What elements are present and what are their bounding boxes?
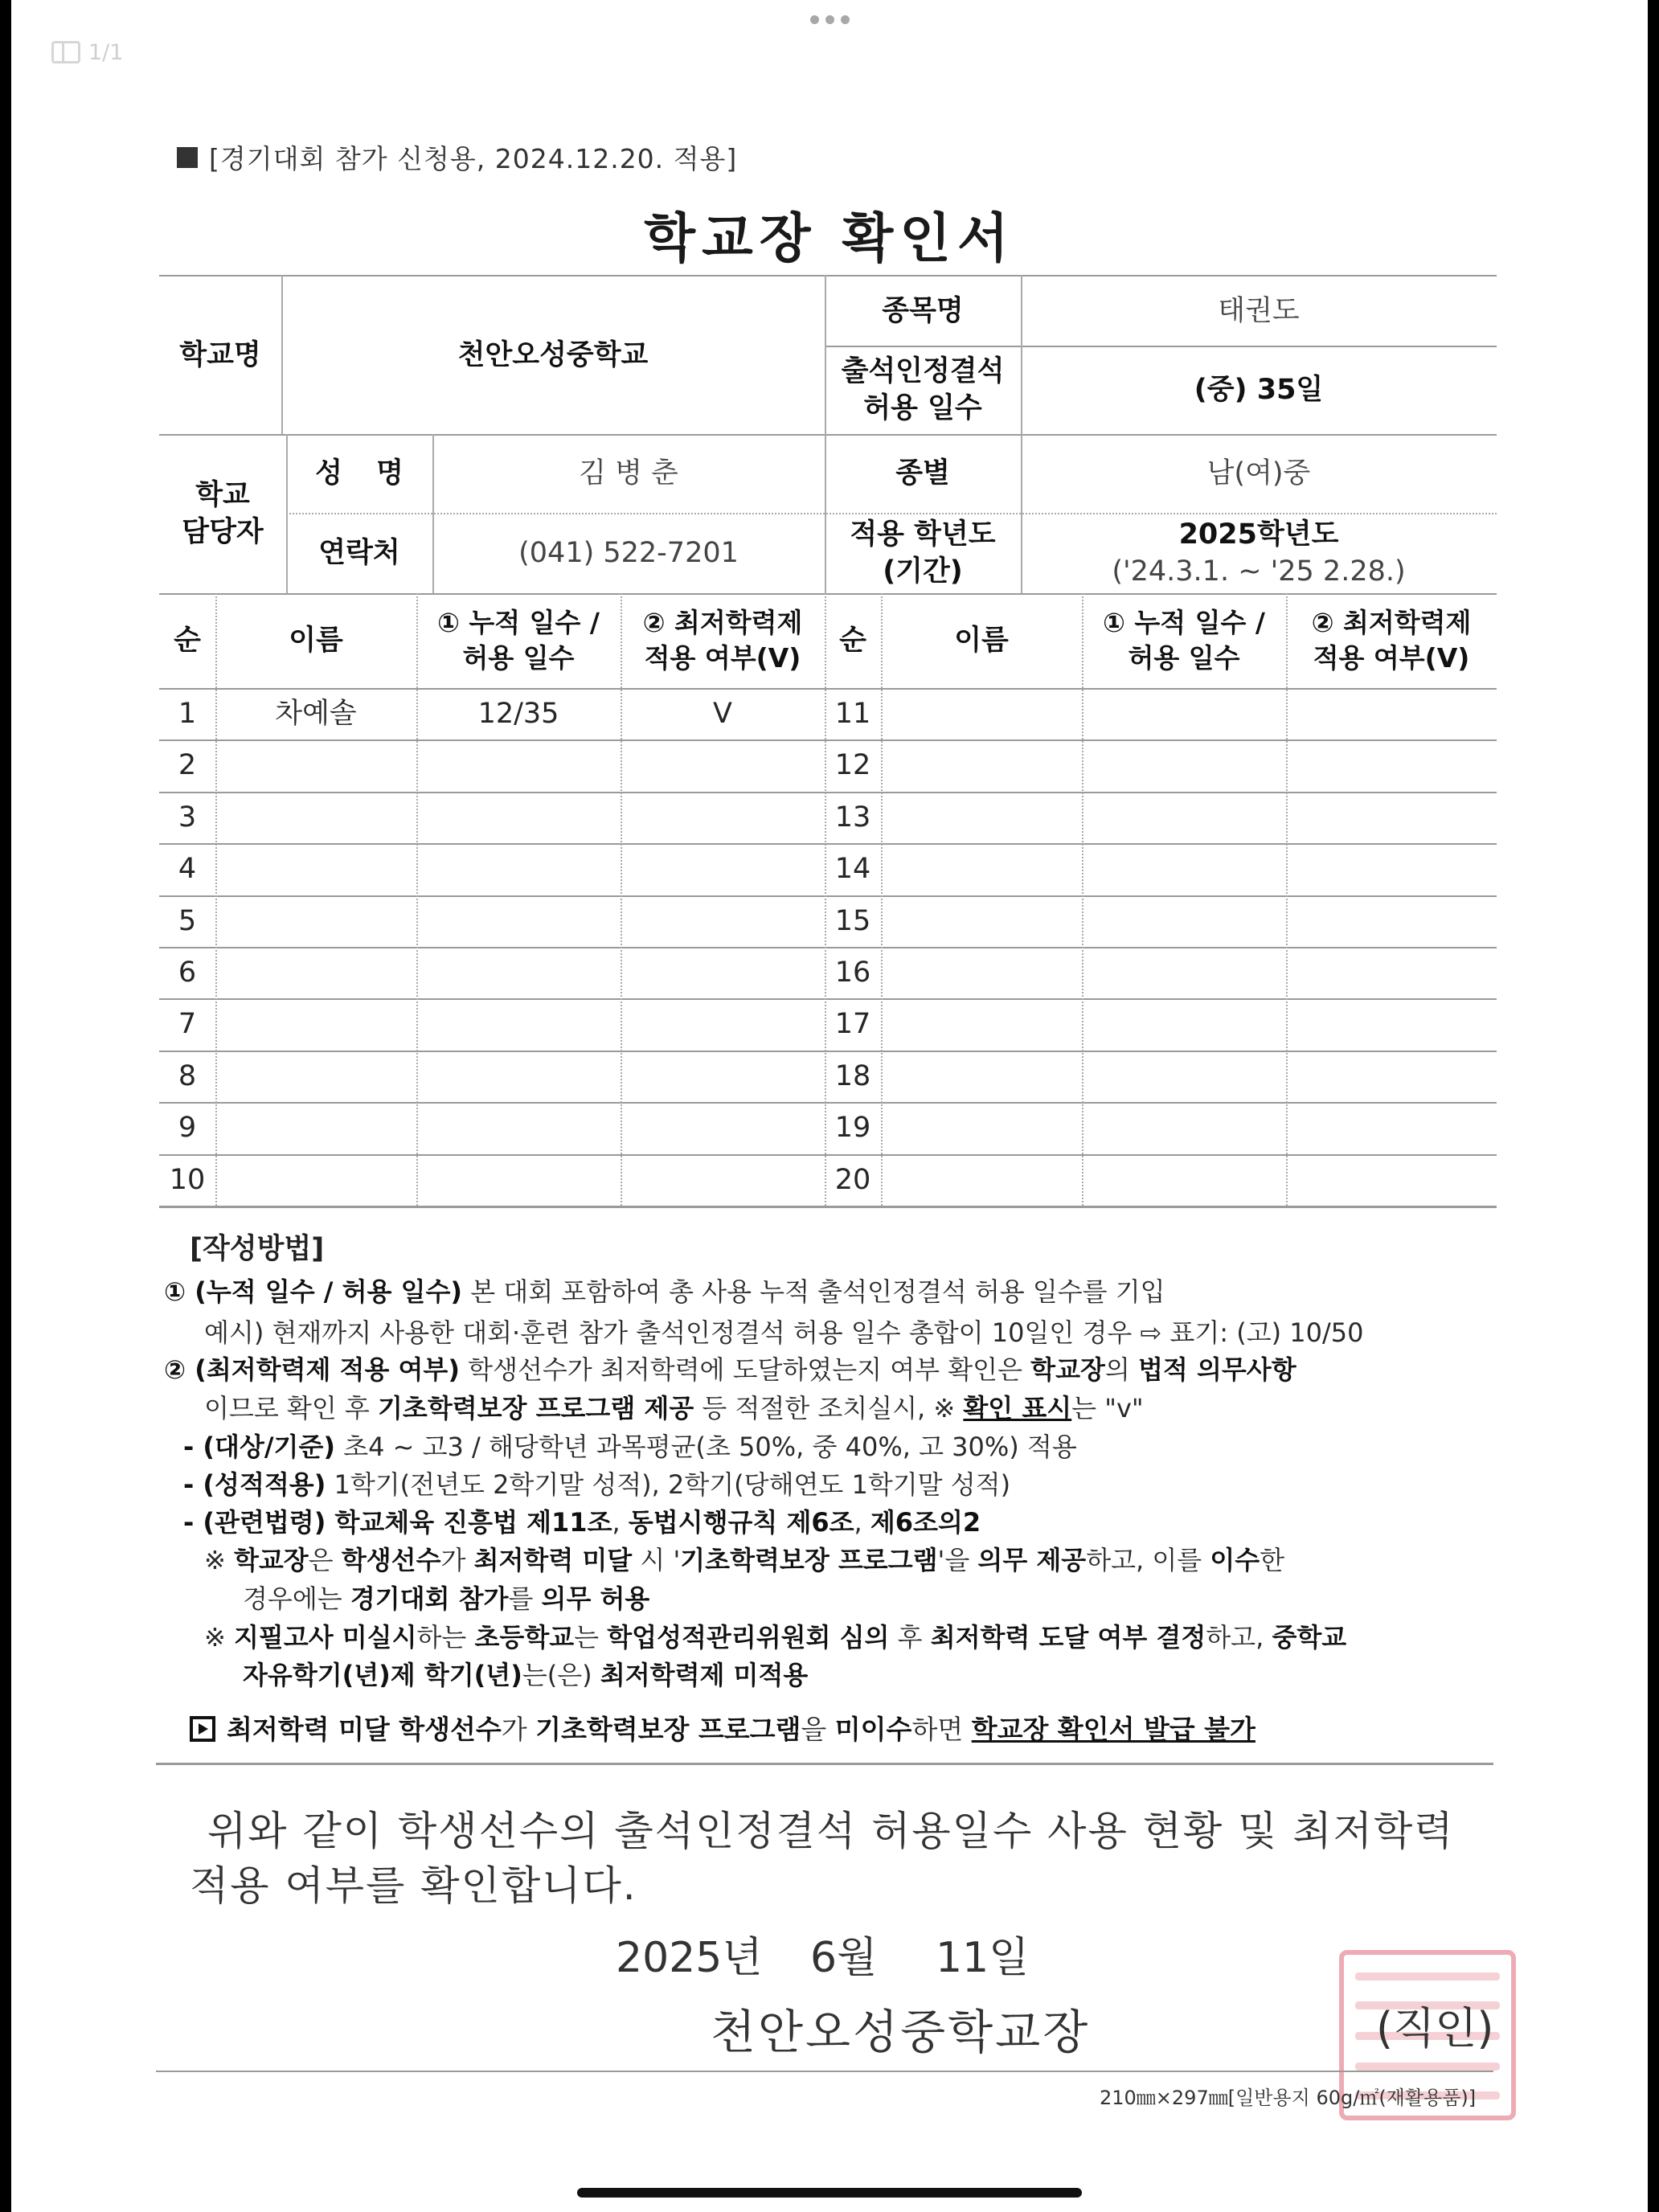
instruction-bold: 의무 허용 [541, 1583, 650, 1614]
row-number: 1 [178, 698, 197, 731]
instruction-line [204, 1543, 1284, 1577]
instruction-line [164, 1353, 1296, 1387]
row-number: 18 [834, 1059, 871, 1092]
header-name-left: 이름 [289, 624, 343, 657]
absence-days [416, 1102, 621, 1153]
absence-days [1082, 1051, 1286, 1102]
absence-days-value: (중) 35일 [1194, 373, 1324, 406]
absence-days-label [830, 350, 1016, 429]
absence-days [416, 895, 621, 947]
instruction-bold: 최저학력 미달 학생선수 [227, 1714, 502, 1745]
instruction-line [204, 1620, 1346, 1654]
student-name [215, 1051, 416, 1102]
min-level-check [621, 1154, 825, 1206]
table-divider [1021, 275, 1022, 593]
school-year: 2025학년도 [1178, 518, 1339, 551]
name-value: 김 병 춘 [579, 457, 678, 490]
instruction-bold: 기초학력보장 프로그램 [535, 1714, 801, 1745]
min-level-check [621, 998, 825, 1050]
sport-label: 종목명 [882, 294, 964, 327]
school-name: 천안오성중학교 [457, 338, 649, 371]
instruction-bold: 기초학력보장 프로그램 [680, 1545, 938, 1575]
instruction-bold: - (대상/기준) [183, 1432, 336, 1462]
instruction-bold [963, 1393, 1071, 1423]
absence-days [1082, 1154, 1286, 1206]
absence-days [416, 1051, 621, 1102]
min-level-check [621, 1051, 825, 1102]
instruction-underline: 학교장 확인서 발급 불가 [971, 1714, 1256, 1745]
principal-name: 천안오성중학교장 [711, 2005, 1091, 2059]
instruction-text: 를 [508, 1583, 542, 1614]
absence-days [1082, 895, 1286, 947]
row-number: 15 [834, 904, 871, 937]
min-level-check [1286, 947, 1497, 998]
absence-days [416, 947, 621, 998]
student-name [881, 1154, 1082, 1206]
min-level-check [621, 947, 825, 998]
paper-spec: 210㎜×297㎜[일반용지 60g/㎡(재활용품)] [1100, 2087, 1477, 2109]
student-name [215, 1102, 416, 1153]
student-name [215, 843, 416, 895]
instruction-text: 하고, [1206, 1622, 1272, 1653]
school-year-label [830, 518, 1016, 588]
document-page [11, 0, 1648, 2212]
instruction-text: 후 [889, 1622, 931, 1653]
header-text: ② 최저학력제 [642, 607, 803, 639]
bottom-rule [156, 2071, 1493, 2072]
instruction-bold: 제6조의2 [870, 1507, 981, 1538]
row-number: 8 [178, 1059, 197, 1092]
table-rule [825, 346, 1497, 347]
instruction-bold: 학교장 [1030, 1354, 1105, 1385]
min-level-check [1286, 739, 1497, 791]
instruction-bold: 지필고사 미실시 [233, 1622, 417, 1653]
school-year-period: ('24.3.1. ~ '25 2.28.) [1112, 555, 1406, 588]
instruction-bold: 학교장 [233, 1545, 309, 1575]
table-divider [825, 275, 826, 593]
table-divider [432, 434, 434, 593]
instruction-text: 시 ' [632, 1545, 681, 1575]
row-number: 2 [178, 749, 197, 782]
header-text: 허용 일수 [1128, 642, 1240, 674]
instruction-text: 의 [1104, 1354, 1139, 1385]
manager-label-line-1: 학교 [195, 478, 250, 511]
header-no-right: 순 [839, 624, 866, 657]
section-rule [156, 1763, 1493, 1765]
min-level-check [1286, 895, 1497, 947]
instruction-bold: ② (최저학력제 적용 여부) [164, 1354, 460, 1385]
min-level-check [1286, 998, 1497, 1050]
absence-days [416, 1154, 621, 1206]
student-name [881, 895, 1082, 947]
instruction-bold: 의무 제공 [977, 1545, 1087, 1575]
instruction-text: 예시) 현재까지 사용한 대회·훈련 참가 출석인정결석 허용 일수 총합이 10일인 경우 ⇨ 표기: (고) 10/50 [204, 1317, 1364, 1348]
instruction-text: 가 [440, 1545, 474, 1575]
instruction-line [164, 1275, 1165, 1309]
table-divider [281, 275, 283, 434]
absence-days [1082, 998, 1286, 1050]
min-level-check [621, 1102, 825, 1153]
header-text: ① 누적 일수 / [437, 607, 600, 639]
header-text: ① 누적 일수 / [1103, 607, 1265, 639]
min-level-check: V [713, 698, 732, 731]
absence-days-label-line-1: 출석인정결석 [841, 354, 1005, 387]
row-number: 19 [834, 1112, 871, 1145]
absence-days [416, 792, 621, 843]
student-name [215, 792, 416, 843]
min-level-check [621, 895, 825, 947]
instruction-bold: 학업성적관리위원회 심의 [607, 1622, 890, 1653]
instruction-line [183, 1468, 1010, 1501]
instruction-bold [972, 1714, 1256, 1745]
page-indicator-text: 1/1 [88, 39, 124, 65]
instruction-text: ※ [204, 1545, 234, 1575]
manager-label-line-2: 담당자 [182, 516, 264, 548]
more-options-icon[interactable] [804, 11, 855, 27]
gender-label: 종별 [895, 457, 950, 490]
instruction-text: 은 [308, 1545, 342, 1575]
absence-days [416, 739, 621, 791]
student-name [215, 739, 416, 791]
row-number: 4 [178, 853, 197, 886]
min-level-check [1286, 1102, 1497, 1153]
date-month: 6월 [810, 1934, 878, 1982]
application-note-text: [경기대회 참가 신청용, 2024.12.20. 적용] [209, 143, 738, 174]
table-rule [159, 1206, 1497, 1208]
row-number: 11 [834, 698, 871, 731]
student-name [881, 947, 1082, 998]
instruction-bold: 최저학력 미달 [473, 1545, 633, 1575]
confirmation-line-1: 위와 같이 학생선수의 출석인정결석 허용일수 사용 현황 및 최저학력 [207, 1808, 1455, 1854]
absence-days [1082, 947, 1286, 998]
min-level-check [1286, 843, 1497, 895]
absence-days [1082, 843, 1286, 895]
square-bullet-icon [177, 147, 198, 168]
instruction-text: 하는 [416, 1622, 475, 1653]
header-text: ② 최저학력제 [1311, 607, 1472, 639]
header-min-left [621, 593, 825, 688]
instruction-text: 초4 ~ 고3 / 해당학년 과목평균(초 50%, 중 40%, 고 30%) 적용 [335, 1432, 1077, 1462]
school-year-value [1026, 518, 1492, 588]
instruction-text: 하고, 이를 [1086, 1545, 1210, 1575]
instruction-line [204, 1316, 1364, 1350]
row-number: 13 [834, 801, 871, 834]
header-text: 적용 여부(V) [644, 642, 801, 674]
table-rule [159, 275, 1497, 276]
instruction-bold: 동법시행규칙 제6조 [628, 1507, 854, 1538]
instruction-bold: 경기대회 참가 [350, 1583, 509, 1614]
student-name [215, 947, 416, 998]
instruction-bold: 최저학력제 미적용 [600, 1660, 809, 1690]
student-name [215, 895, 416, 947]
confirmation-line-2: 적용 여부를 확인합니다. [190, 1862, 637, 1909]
application-note [177, 138, 737, 176]
instruction-text: ※ [204, 1622, 234, 1653]
instruction-bold: 미이수 [834, 1714, 912, 1745]
row-number: 16 [834, 956, 871, 989]
instruction-bold: 기초학력보장 프로그램 제공 [378, 1393, 694, 1423]
instruction-bold: 법적 의무사항 [1138, 1354, 1296, 1385]
instruction-text: 학생선수가 최저학력에 도달하였는지 여부 확인은 [459, 1354, 1031, 1385]
instruction-text: '을 [937, 1545, 978, 1575]
instruction-text: 하면 [911, 1714, 972, 1745]
instruction-bold: 중학교 [1272, 1622, 1347, 1653]
instruction-bold: - (관련법령) 학교체육 진흥법 제11조 [183, 1507, 612, 1538]
absence-days [416, 843, 621, 895]
instruction-line [190, 1713, 1256, 1747]
student-name [881, 739, 1082, 791]
absence-days [1082, 688, 1286, 739]
header-min-right [1286, 593, 1497, 688]
student-name [881, 792, 1082, 843]
table-divider [286, 434, 288, 593]
absence-days [1082, 739, 1286, 791]
contact-value: (041) 522-7201 [518, 536, 739, 569]
absence-days [416, 998, 621, 1050]
min-level-check [1286, 1154, 1497, 1206]
date-year: 2025년 [616, 1934, 763, 1982]
header-text: 적용 여부(V) [1313, 642, 1470, 674]
row-number: 12 [834, 749, 871, 782]
instruction-text: 한 [1260, 1545, 1285, 1575]
absence-days [1082, 792, 1286, 843]
student-name: 차예솔 [275, 698, 357, 731]
table-rule [159, 434, 1497, 436]
instruction-line [204, 1391, 1144, 1425]
instruction-bold: 학생선수 [341, 1545, 441, 1575]
instruction-text: 이므로 확인 후 [204, 1393, 378, 1423]
seal-label: (직인) [1376, 2003, 1494, 2054]
header-name-right: 이름 [954, 624, 1009, 657]
instruction-bold: 자유학기(년)제 학기(년) [243, 1660, 522, 1690]
page-indicator[interactable] [40, 32, 134, 72]
school-year-label-line-2: (기간) [883, 555, 963, 588]
sport-value: 태권도 [1218, 294, 1300, 327]
min-level-check [621, 843, 825, 895]
instruction-text: 는 [574, 1622, 608, 1653]
row-number: 10 [169, 1163, 206, 1196]
instruction-bold: - (성적적용) [183, 1469, 326, 1500]
contact-label: 연락처 [318, 536, 400, 569]
school-year-label-line-1: 적용 학년도 [850, 518, 996, 551]
instruction-text: , [612, 1507, 629, 1538]
instruction-text: , [854, 1507, 870, 1538]
instruction-text: 가 [501, 1714, 536, 1745]
header-text: 허용 일수 [462, 642, 575, 674]
student-name [881, 843, 1082, 895]
min-level-check [621, 792, 825, 843]
school-label: 학교명 [179, 338, 261, 371]
instruction-bold: 초등학교 [474, 1622, 575, 1653]
absence-days: 12/35 [477, 698, 559, 731]
instruction-text: 는(은) [522, 1660, 600, 1690]
header-days-left [416, 593, 621, 688]
instruction-bold: 최저학력 도달 여부 결정 [930, 1622, 1206, 1653]
absence-days-label-line-2: 허용 일수 [863, 392, 982, 424]
gender-value: 남(여)중 [1206, 457, 1311, 490]
instruction-text: 1학기(전년도 2학기말 성적), 2학기(당해연도 1학기말 성적) [326, 1469, 1011, 1500]
instruction-bold: ① (누적 일수 / 허용 일수) [164, 1276, 463, 1307]
row-number: 6 [178, 956, 197, 989]
name-label: 성 명 [315, 457, 403, 490]
instruction-underline: 확인 표시 [963, 1393, 1072, 1423]
home-indicator[interactable] [577, 2188, 1082, 2198]
manager-label [164, 439, 281, 588]
header-days-right [1082, 593, 1286, 688]
instructions-heading: [작성방법] [190, 1233, 325, 1265]
instruction-line [183, 1505, 981, 1539]
min-level-check [621, 739, 825, 791]
absence-days [1082, 1102, 1286, 1153]
instruction-text: 는 "v" [1071, 1393, 1144, 1423]
table-rule [286, 513, 1497, 514]
student-name [881, 998, 1082, 1050]
date-day: 11일 [936, 1934, 1030, 1982]
min-level-check [1286, 1051, 1497, 1102]
row-number: 9 [178, 1112, 197, 1145]
min-level-check [1286, 792, 1497, 843]
row-number: 3 [178, 801, 197, 834]
instruction-line [243, 1658, 808, 1692]
row-number: 17 [834, 1008, 871, 1041]
instruction-text: 을 [801, 1714, 835, 1745]
instruction-bold: 이수 [1210, 1545, 1260, 1575]
instruction-text: 본 대회 포함하여 총 사용 누적 출석인정결석 허용 일수를 기입 [462, 1276, 1165, 1307]
student-name [881, 688, 1082, 739]
student-name [215, 998, 416, 1050]
row-number: 7 [178, 1008, 197, 1041]
header-no-left: 순 [174, 624, 201, 657]
row-number: 5 [178, 904, 197, 937]
arrow-box-icon [190, 1716, 215, 1742]
document-title: 학교장 확인서 [644, 207, 1015, 269]
min-level-check [1286, 688, 1497, 739]
student-name [881, 1051, 1082, 1102]
student-name [215, 1154, 416, 1206]
sidebar-icon [51, 41, 80, 63]
instruction-line [243, 1582, 649, 1616]
row-number: 14 [834, 853, 871, 886]
student-name [881, 1102, 1082, 1153]
instruction-text: 경우에는 [243, 1583, 350, 1614]
instruction-text: 등 적절한 조치실시, ※ [694, 1393, 964, 1423]
row-number: 20 [834, 1163, 871, 1196]
instruction-line [183, 1430, 1077, 1464]
